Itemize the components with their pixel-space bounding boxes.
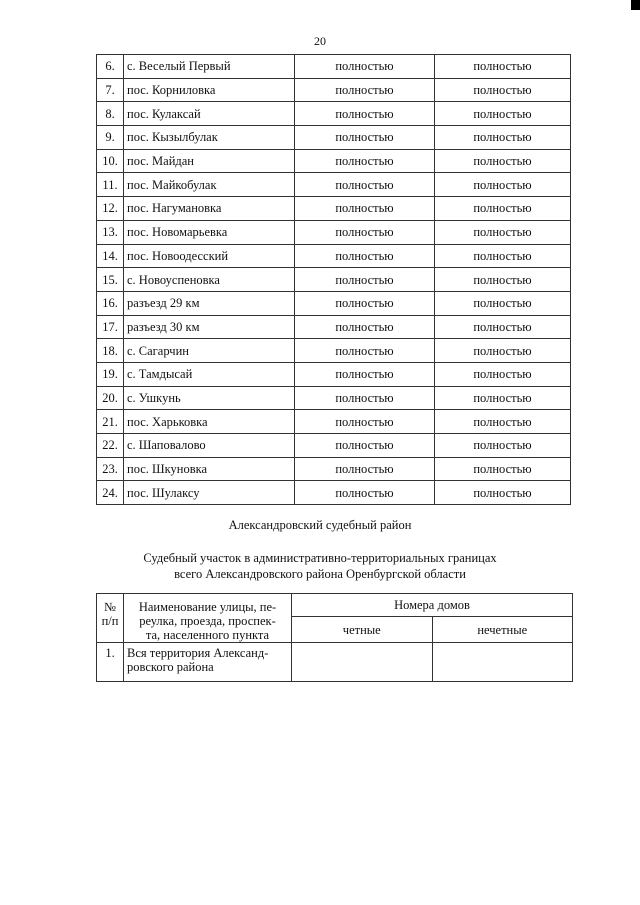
row-number: 13. — [97, 220, 124, 244]
row-odd: полностью — [435, 410, 571, 434]
area-title-line: Судебный участок в административно-территориальных границах — [143, 551, 497, 565]
row-number: 11. — [97, 173, 124, 197]
table-row — [97, 434, 571, 458]
table-row — [97, 410, 571, 434]
row-number: 17. — [97, 315, 124, 339]
area-title — [0, 550, 640, 582]
row-even: полностью — [295, 386, 435, 410]
table-row — [97, 102, 571, 126]
table-row — [97, 197, 571, 221]
row-even: полностью — [295, 410, 435, 434]
table-row — [97, 315, 571, 339]
row-even: полностью — [295, 315, 435, 339]
table-row — [97, 362, 571, 386]
table-row — [97, 78, 571, 102]
header-text: № — [104, 600, 116, 614]
row-name: с. Новоуспеновка — [124, 268, 295, 292]
header-text: Наименование улицы, пе- — [138, 600, 277, 614]
row-number: 18. — [97, 339, 124, 363]
row-even: полностью — [295, 220, 435, 244]
area-title-line: всего Александровского района Оренбургской области — [174, 567, 466, 581]
row-name: пос. Майкобулак — [124, 173, 295, 197]
row-even: полностью — [295, 362, 435, 386]
row-even: полностью — [295, 291, 435, 315]
column-header-houses: Номера домов — [292, 594, 573, 617]
row-number: 21. — [97, 410, 124, 434]
row-even: полностью — [295, 197, 435, 221]
table-row — [97, 291, 571, 315]
row-even: полностью — [295, 173, 435, 197]
row-name-line: Вся территория Александ- — [127, 646, 269, 660]
row-odd: полностью — [435, 457, 571, 481]
row-odd: полностью — [435, 268, 571, 292]
row-name: с. Тамдысай — [124, 362, 295, 386]
table-row — [97, 339, 571, 363]
corner-mark — [631, 0, 640, 10]
row-odd: полностью — [435, 220, 571, 244]
row-odd: полностью — [435, 102, 571, 126]
row-name: пос. Харьковка — [124, 410, 295, 434]
column-header-odd: нечетные — [432, 617, 573, 643]
row-even: полностью — [295, 268, 435, 292]
row-name: пос. Шулаксу — [124, 481, 295, 505]
table-row — [97, 643, 573, 682]
row-name: пос. Кызылбулак — [124, 126, 295, 150]
row-odd: полностью — [435, 481, 571, 505]
row-even: полностью — [295, 78, 435, 102]
row-even: полностью — [295, 149, 435, 173]
row-name-line: ровского района — [127, 660, 214, 674]
row-odd: полностью — [435, 55, 571, 79]
table-row — [97, 481, 571, 505]
court-area-table — [96, 593, 573, 682]
row-even: полностью — [295, 434, 435, 458]
page-number: 20 — [314, 34, 326, 48]
table-row — [97, 220, 571, 244]
row-name: с. Ушкунь — [124, 386, 295, 410]
row-name: пос. Майдан — [124, 149, 295, 173]
district-title: Александровский судебный район — [228, 518, 412, 532]
table-row — [97, 268, 571, 292]
table-row — [97, 173, 571, 197]
row-name: с. Шаповалово — [124, 434, 295, 458]
row-even: полностью — [295, 339, 435, 363]
row-number: 1. — [97, 643, 124, 682]
table-header-row — [97, 594, 573, 617]
table-row — [97, 149, 571, 173]
row-name: пос. Кулаксай — [124, 102, 295, 126]
row-odd: полностью — [435, 362, 571, 386]
row-number: 20. — [97, 386, 124, 410]
row-name: с. Веселый Первый — [124, 55, 295, 79]
header-text: реулка, проезда, проспек- — [139, 614, 276, 628]
row-even: полностью — [295, 102, 435, 126]
header-text: та, населенного пункта — [145, 628, 270, 642]
table-row — [97, 126, 571, 150]
row-number: 19. — [97, 362, 124, 386]
row-even: полностью — [295, 126, 435, 150]
row-even: полностью — [295, 457, 435, 481]
row-number: 7. — [97, 78, 124, 102]
row-number: 8. — [97, 102, 124, 126]
table-row — [97, 55, 571, 79]
table-row — [97, 386, 571, 410]
column-header-name — [124, 594, 292, 643]
row-odd: полностью — [435, 434, 571, 458]
row-even: полностью — [295, 244, 435, 268]
row-odd: полностью — [435, 339, 571, 363]
row-even: полностью — [295, 481, 435, 505]
row-odd: полностью — [435, 244, 571, 268]
row-name: разъезд 30 км — [124, 315, 295, 339]
row-odd: полностью — [435, 197, 571, 221]
row-odd: полностью — [435, 173, 571, 197]
row-number: 23. — [97, 457, 124, 481]
row-name — [124, 643, 292, 682]
row-name: пос. Новомарьевка — [124, 220, 295, 244]
row-odd: полностью — [435, 149, 571, 173]
row-name: пос. Новоодесский — [124, 244, 295, 268]
row-number: 9. — [97, 126, 124, 150]
row-name: пос. Корниловка — [124, 78, 295, 102]
table-row — [97, 244, 571, 268]
row-number: 16. — [97, 291, 124, 315]
row-name: разъезд 29 км — [124, 291, 295, 315]
row-number: 24. — [97, 481, 124, 505]
table-row — [97, 457, 571, 481]
row-odd: полностью — [435, 386, 571, 410]
column-header-even: четные — [292, 617, 433, 643]
column-header-num — [97, 594, 124, 643]
row-odd: полностью — [435, 291, 571, 315]
settlements-table — [96, 54, 571, 505]
row-odd: полностью — [435, 126, 571, 150]
row-number: 6. — [97, 55, 124, 79]
row-even — [292, 643, 433, 682]
row-odd: полностью — [435, 78, 571, 102]
row-number: 15. — [97, 268, 124, 292]
row-name: с. Сагарчин — [124, 339, 295, 363]
row-number: 14. — [97, 244, 124, 268]
row-name: пос. Нагумановка — [124, 197, 295, 221]
header-text: п/п — [101, 614, 119, 628]
row-odd: полностью — [435, 315, 571, 339]
row-number: 12. — [97, 197, 124, 221]
row-even: полностью — [295, 55, 435, 79]
row-odd — [432, 643, 573, 682]
row-number: 10. — [97, 149, 124, 173]
row-name: пос. Шкуновка — [124, 457, 295, 481]
row-number: 22. — [97, 434, 124, 458]
